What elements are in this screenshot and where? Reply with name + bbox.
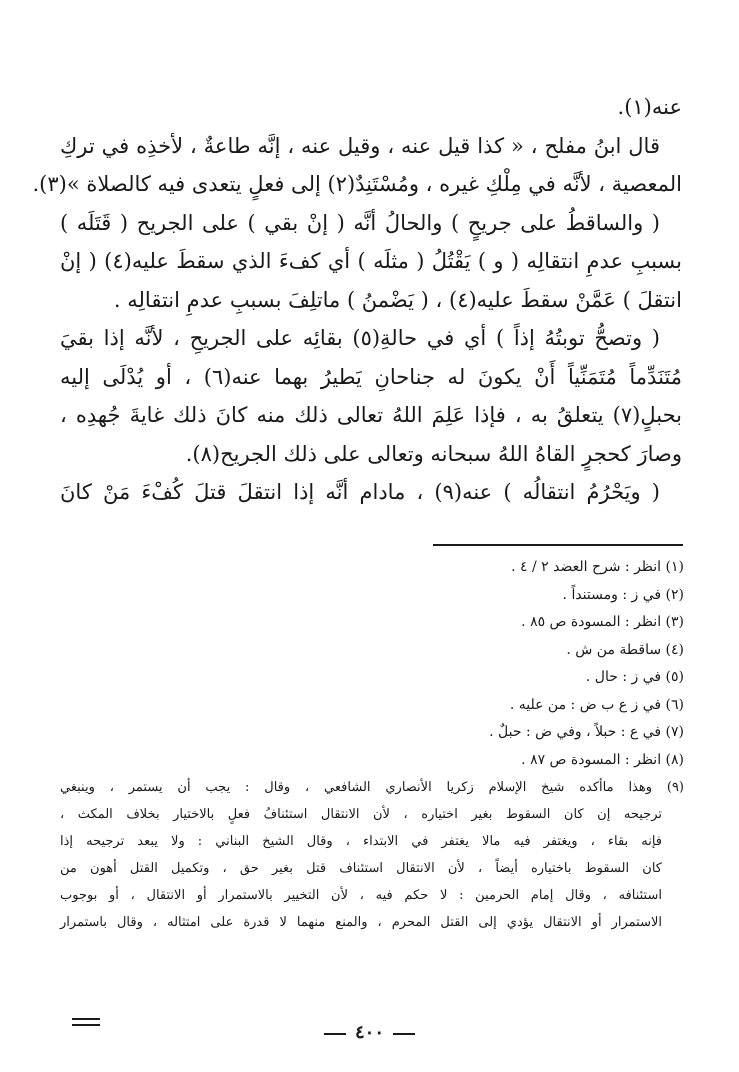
footnote-9-line: فإنه بقاء ، ويغتفر فيه مالا يغتفر في الابتداء ، وقال الشيخ البناني : ولا يبعد ترجيحه إذا xyxy=(60,834,662,849)
footnote-1: (١) انظر : شرح العضد ٢ / ٤ . xyxy=(511,559,684,575)
footnote-9-line: (٩) وهذا ماأكده شيخ الإسلام زكريا الأنصاري الشافعي ، وقال : يجب أن يستمر ، وينبغي xyxy=(60,780,684,795)
main-text-line: انتقلَ ) عَمَّنْ سقطَ عليه(٤) ، ( يَضْمنُ ) ماتلِفَ بسببِ عدمِ انتقالِه . xyxy=(113,287,682,312)
main-text-line: المعصية ، لأنَّه في مِلْكِ غيره ، ومُسْتَنِدٌ(٢) إلى فعلٍ يتعدى فيه كالصلاة »(٣). xyxy=(32,172,682,196)
main-text-line: عنه(١). xyxy=(617,95,682,119)
main-text-line: ( ويَحْرُمُ انتقالُه ) عنه(٩) ، مادام أنَّه إذا انتقلَ قتلَ كُفْءَ مَنْ كانَ xyxy=(60,480,661,504)
page-number: ٤٠٠ xyxy=(354,1022,384,1043)
main-text-block xyxy=(32,88,683,512)
page-number-dash xyxy=(393,1033,415,1035)
footnote-divider xyxy=(433,544,683,546)
main-text-line: مُتَنَدِّماً مُتَمَنِّياً أَنْ يكونَ له جناحانِ يَطيرُ بهما عنه(٦) ، أو يُدْلَى إليه xyxy=(60,364,682,389)
footnote-9 xyxy=(60,774,684,936)
footnote-3: (٣) انظر : المسودة ص ٨٥ . xyxy=(521,614,684,630)
page-footer xyxy=(0,1022,739,1043)
footnote-9-line: كان السقوط باختياره أيضاً ، لأن الانتقال استئناف قتل بغير حق ، وتكميل القتل أهون من xyxy=(60,861,662,876)
footnote-8: (٨) انظر : المسودة ص ٨٧ . xyxy=(521,751,684,768)
footnote-6: (٦) في ز ع ب ض : من عليه . xyxy=(509,696,684,713)
main-text-line: قال ابنُ مفلح ، « كذا قيل عنه ، وقيل عنه ، إنَّه طاعةٌ ، لأخذِه في تركِ xyxy=(60,133,660,158)
footnote-9-line: استئنافه ، وقال إمام الحرمين : لا حكم فيه ، لأن التخيير بالاستمرار أو الانتقال ، أو بوجوب xyxy=(60,888,662,903)
footnote-2: (٢) في ز : ومستنداً . xyxy=(562,586,684,603)
footnote-9-line: الاستمرار أو الانتقال يؤدي إلى القتل المحرم ، والمنع منهما لا قدرة على امتثاله ، وقال باستمرار xyxy=(60,915,662,930)
main-text-line: ( والساقطُ على جريحٍ ) والحالُ أنَّه ( إنْ بقي ) على الجريح ( قَتَلَه ) xyxy=(60,210,660,235)
page-number-dash xyxy=(324,1033,346,1035)
main-text-line: ( وتصحُّ توبتُهُ إذاً ) أي في حالةِ(٥) بقائِه على الجريحِ ، لأنَّه إذا بقيَ xyxy=(60,326,660,350)
main-text-line: بسببِ عدمِ انتقالِه ( و ) يَقْتُلُ ( مثلَه ) أي كفءَ الذي سقطَ عليه(٤) ( إنْ xyxy=(60,249,683,273)
footnote-4: (٤) ساقطة من ش . xyxy=(566,641,684,658)
main-text-line: بحبلٍ(٧) يتعلقُ به ، فإذا عَلِمَ اللهُ تعالى ذلك منه كانَ ذلك غايةَ جُهدِه ، xyxy=(60,403,682,427)
main-text-line: وصارَ كحجرٍ القاهُ اللهُ سبحانه وتعالى على ذلك الجريح(٨). xyxy=(185,441,682,466)
footnote-5: (٥) في ز : حال . xyxy=(585,669,684,685)
footnote-7: (٧) في ع : حبلاً ، وفي ض : حبلٌ . xyxy=(489,724,684,740)
footnotes-block xyxy=(60,554,684,936)
footnote-9-line: ترجيحه إن كان السقوط بغير اختياره ، لأن الانتقال استئنافُ فعلٍ بالاختيار بخلاف المكث ، xyxy=(60,807,662,822)
